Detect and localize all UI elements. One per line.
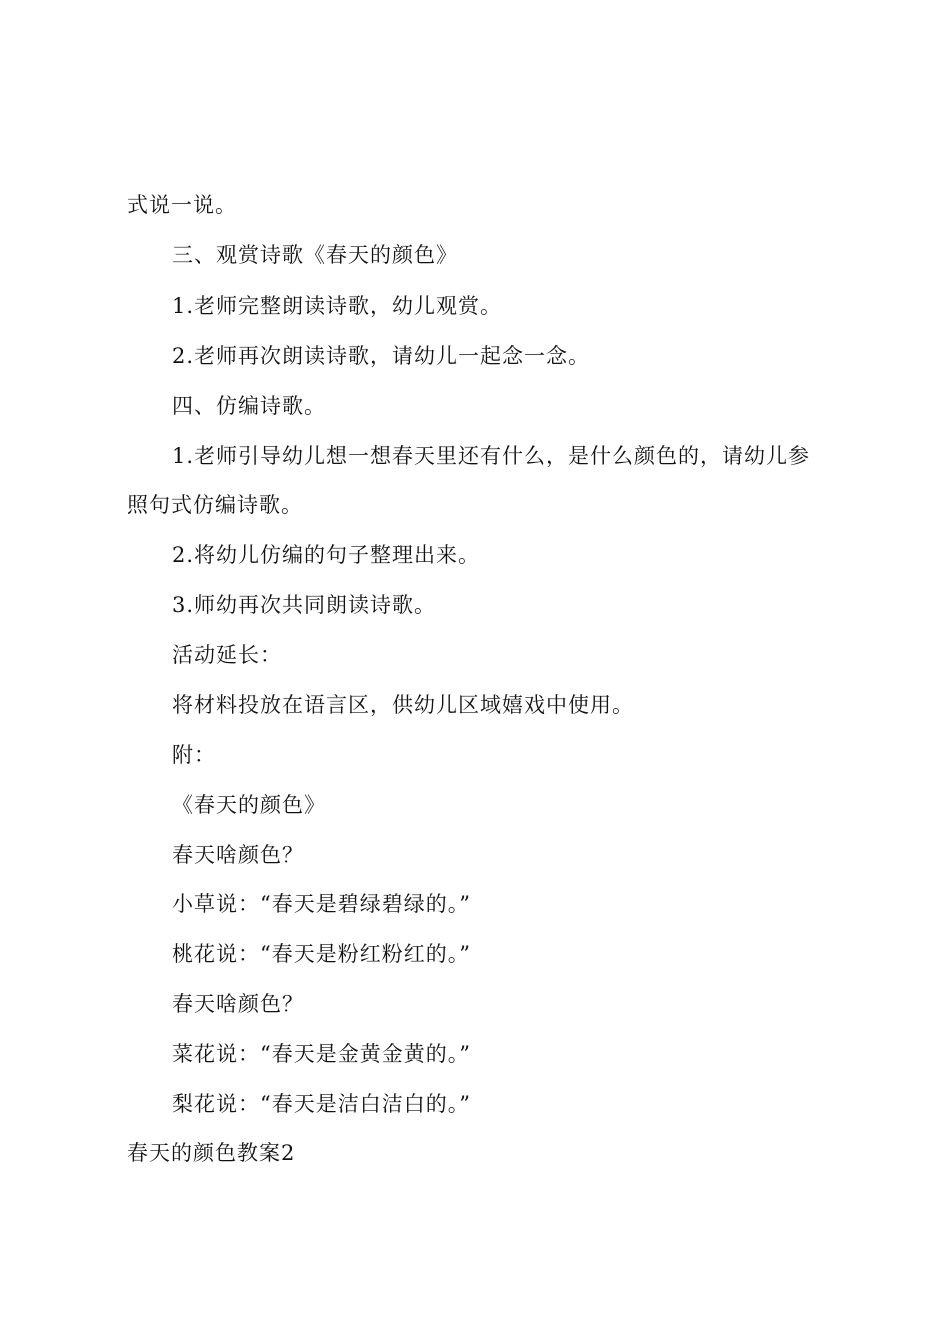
paragraph-line: 照句式仿编诗歌。 [127,493,303,517]
section-heading: 四、仿编诗歌。 [172,394,326,418]
list-item: 3.师幼再次共同朗读诗歌。 [172,593,437,617]
paragraph-line: 将材料投放在语言区，供幼儿区域嬉戏中使用。 [172,693,634,717]
poem-line: 春天啥颜色？ [172,992,304,1016]
list-item: 2.老师再次朗读诗歌，请幼儿一起念一念。 [172,344,591,368]
poem-line: 桃花说：“春天是粉红粉红的。” [172,942,471,966]
poem-line: 菜花说：“春天是金黄金黄的。” [172,1042,471,1066]
poem-title: 《春天的颜色》 [172,793,326,817]
paragraph-line: 式说一说。 [127,193,237,217]
list-item: 2.将幼儿仿编的句子整理出来。 [172,543,481,567]
section-heading: 三、观赏诗歌《春天的颜色》 [172,243,458,267]
poem-line: 小草说：“春天是碧绿碧绿的。” [172,892,471,916]
section-heading: 附： [172,743,216,767]
poem-line: 春天啥颜色？ [172,843,304,867]
section-heading: 活动延长： [172,643,282,667]
list-item: 1.老师引导幼儿想一想春天里还有什么，是什么颜色的，请幼儿参 [172,444,811,468]
list-item: 1.老师完整朗读诗歌，幼儿观赏。 [172,294,503,318]
poem-line: 梨花说：“春天是洁白洁白的。” [172,1092,471,1116]
next-section-title: 春天的颜色教案2 [127,1141,296,1165]
